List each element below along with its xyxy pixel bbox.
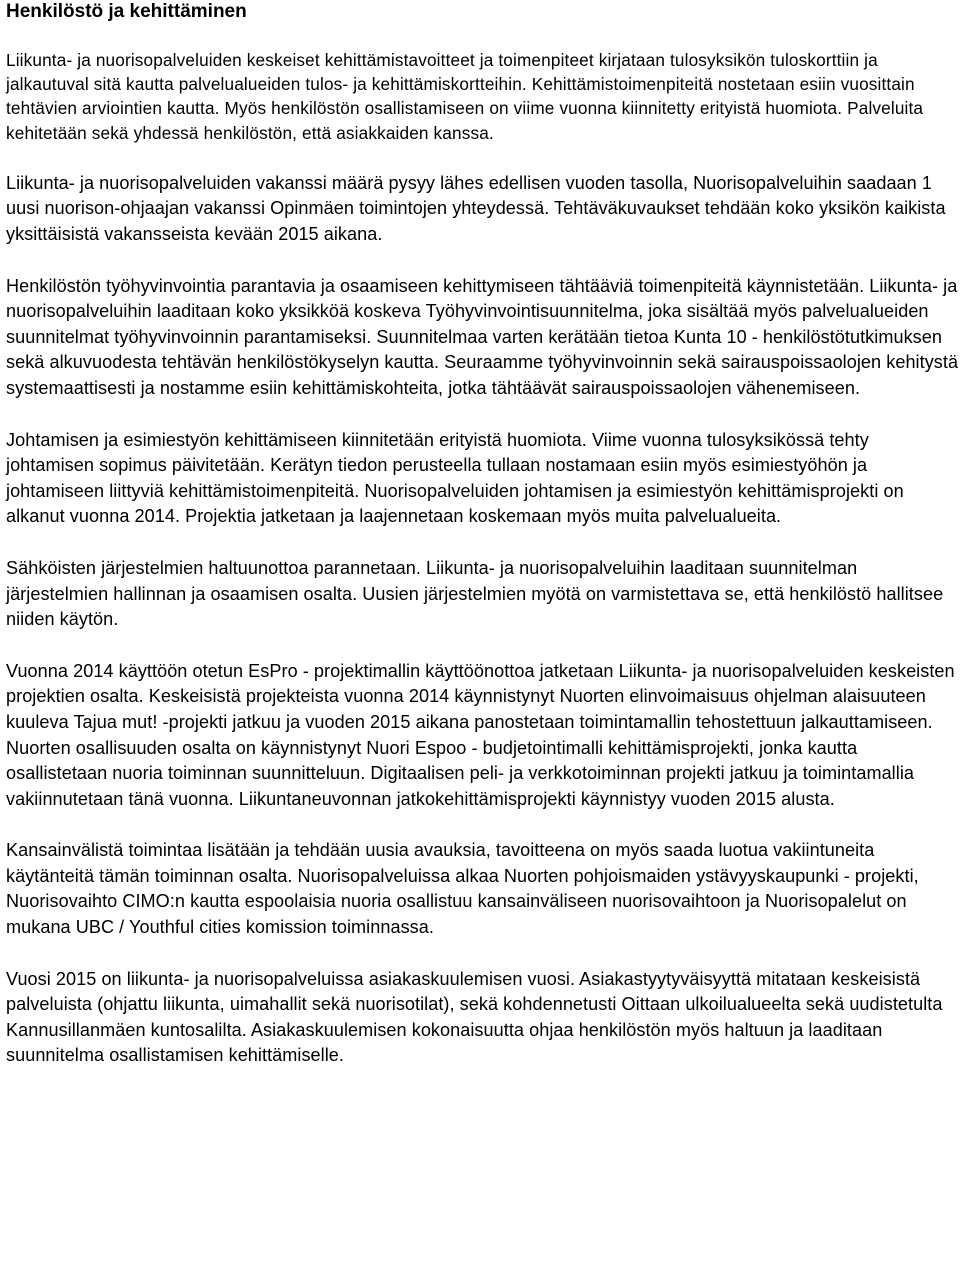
paragraph-development-goals: Liikunta- ja nuorisopalveluiden keskeiset kehittämistavoitteet ja toimenpiteet kirjataan tulosyksikön tuloskorttiin ja jalkautuval sitä kautta palvelualueiden tulos- ja kehittämiskortteihin. Kehittämistoimenpiteitä nostetaan esiin vuosittain tehtävien arviointien kautta. Myös henkilöstön osallistamiseen on viime vuonna kiinnitetty erityistä huomiota. Palveluita kehitetään sekä yhdessä henkilöstön, että asiakkaiden kanssa. — [6, 50, 924, 143]
paragraph-international: Kansainvälistä toimintaa lisätään ja tehdään uusia avauksia, tavoitteena on myös saada luotua vakiintuneita käytänteitä tämän toiminnan osalta. Nuorisopalveluissa alkaa Nuorten pohjoismaiden ystävyyskaupunki - projekti, Nuorisovaihto CIMO:n kautta espoolaisia nuoria osallistuu kansainväliseen nuorisovaihtoon ja Nuorisopalelut on mukana UBC / Youthful cities komission toiminnassa. — [6, 840, 919, 938]
paragraph-electronic-systems: Sähköisten järjestelmien haltuunottoa parannetaan. Liikunta- ja nuorisopalveluihin laaditaan suunnitelman järjestelmien hallinnan ja osaamisen osalta. Uusien järjestelmien myötä on varmistettava se, että henkilöstö hallitsee niiden käytön. — [6, 557, 944, 630]
paragraph-customer-feedback: Vuosi 2015 on liikunta- ja nuorisopalveluissa asiakaskuulemisen vuosi. Asiakastyytyväisyyttä mitataan keskeisistä palveluista (ohjattu liikunta, uimahallit sekä nuorisotilat), sekä kohdennetusti Oittaan ulkoilualueelta sekä uudistetulta Kannusillanmäen kuntosalilta. Asiakaskuulemisen kokonaisuutta ohjaa henkilöstön myös haltuun ja laaditaan suunnitelma osallistamisen kehittämiselle. — [6, 968, 943, 1066]
paragraph-wellbeing: Henkilöstön työhyvinvointia parantavia ja osaamiseen kehittymiseen tähtääviä toimenpiteitä käynnistetään. Liikunta- ja nuorisopalveluihin laaditaan koko yksikköä koskeva Työhyvinvointisuunnitelma, joka sisältää myös palvelualueiden suunnitelmat työhyvinvoinnin parantamiseksi. Suunnitelmaa varten kerätään tietoa Kunta 10 - henkilöstötutkimuksen sekä alkuvuodesta tehtävän henkilöstökyselyn kautta. Seuraamme työhyvinvoinnin sekä sairauspoissaolojen kehitystä systemaattisesti ja nostamme esiin kehittämiskohteita, jotka tähtäävät sairauspoissaolojen vähenemiseen. — [6, 275, 959, 398]
paragraph-leadership: Johtamisen ja esimiestyön kehittämiseen kiinnitetään erityistä huomiota. Viime vuonna tulosyksikössä tehty johtamisen sopimus päivitetään. Kerätyn tiedon perusteella tullaan nostamaan esiin myös esimiestyöhön ja johtamiseen liittyviä kehittämistoimenpiteitä. Nuorisopalveluiden johtamisen ja esimiestyön kehittämisprojekti on alkanut vuonna 2014. Projektia jatketaan ja laajennetaan koskemaan myös muita palvelualueita. — [6, 429, 904, 527]
paragraph-projects: Vuonna 2014 käyttöön otetun EsPro - projektimallin käyttöönottoa jatketaan Liikunta- ja nuorisopalveluiden keskeisten projektien osalta. Keskeisistä projekteista vuonna 2014 käynnistynyt Nuorten elinvoimaisuus ohjelman alaisuuteen kuuleva Tajua mut! -projekti jatkuu ja vuoden 2015 aikana panostetaan toimintamallin tehostettuun jalkauttamiseen. Nuorten osallisuuden osalta on käynnistynyt Nuori Espoo - budjetointimalli kehittämisprojekti, jonka kautta osallistetaan nuoria toiminnan suunnitteluun. Digitaalisen peli- ja verkkotoiminnan projekti jatkuu ja toimintamallia vakiinnutetaan tänä vuonna. Liikuntaneuvonnan jatkokehittämisprojekti käynnistyy vuoden 2015 alusta. — [6, 660, 955, 809]
paragraph-vacancies: Liikunta- ja nuorisopalveluiden vakanssi määrä pysyy lähes edellisen vuoden tasolla, Nuorisopalveluihin saadaan 1 uusi nuorison-ohjaajan vakanssi Opinmäen toimintojen yhteydessä. Tehtäväkuvaukset tehdään koko yksikön kaikista yksittäisistä vakansseista kevään 2015 aikana. — [6, 172, 946, 244]
section-heading: Henkilöstö ja kehittäminen — [6, 1, 247, 22]
